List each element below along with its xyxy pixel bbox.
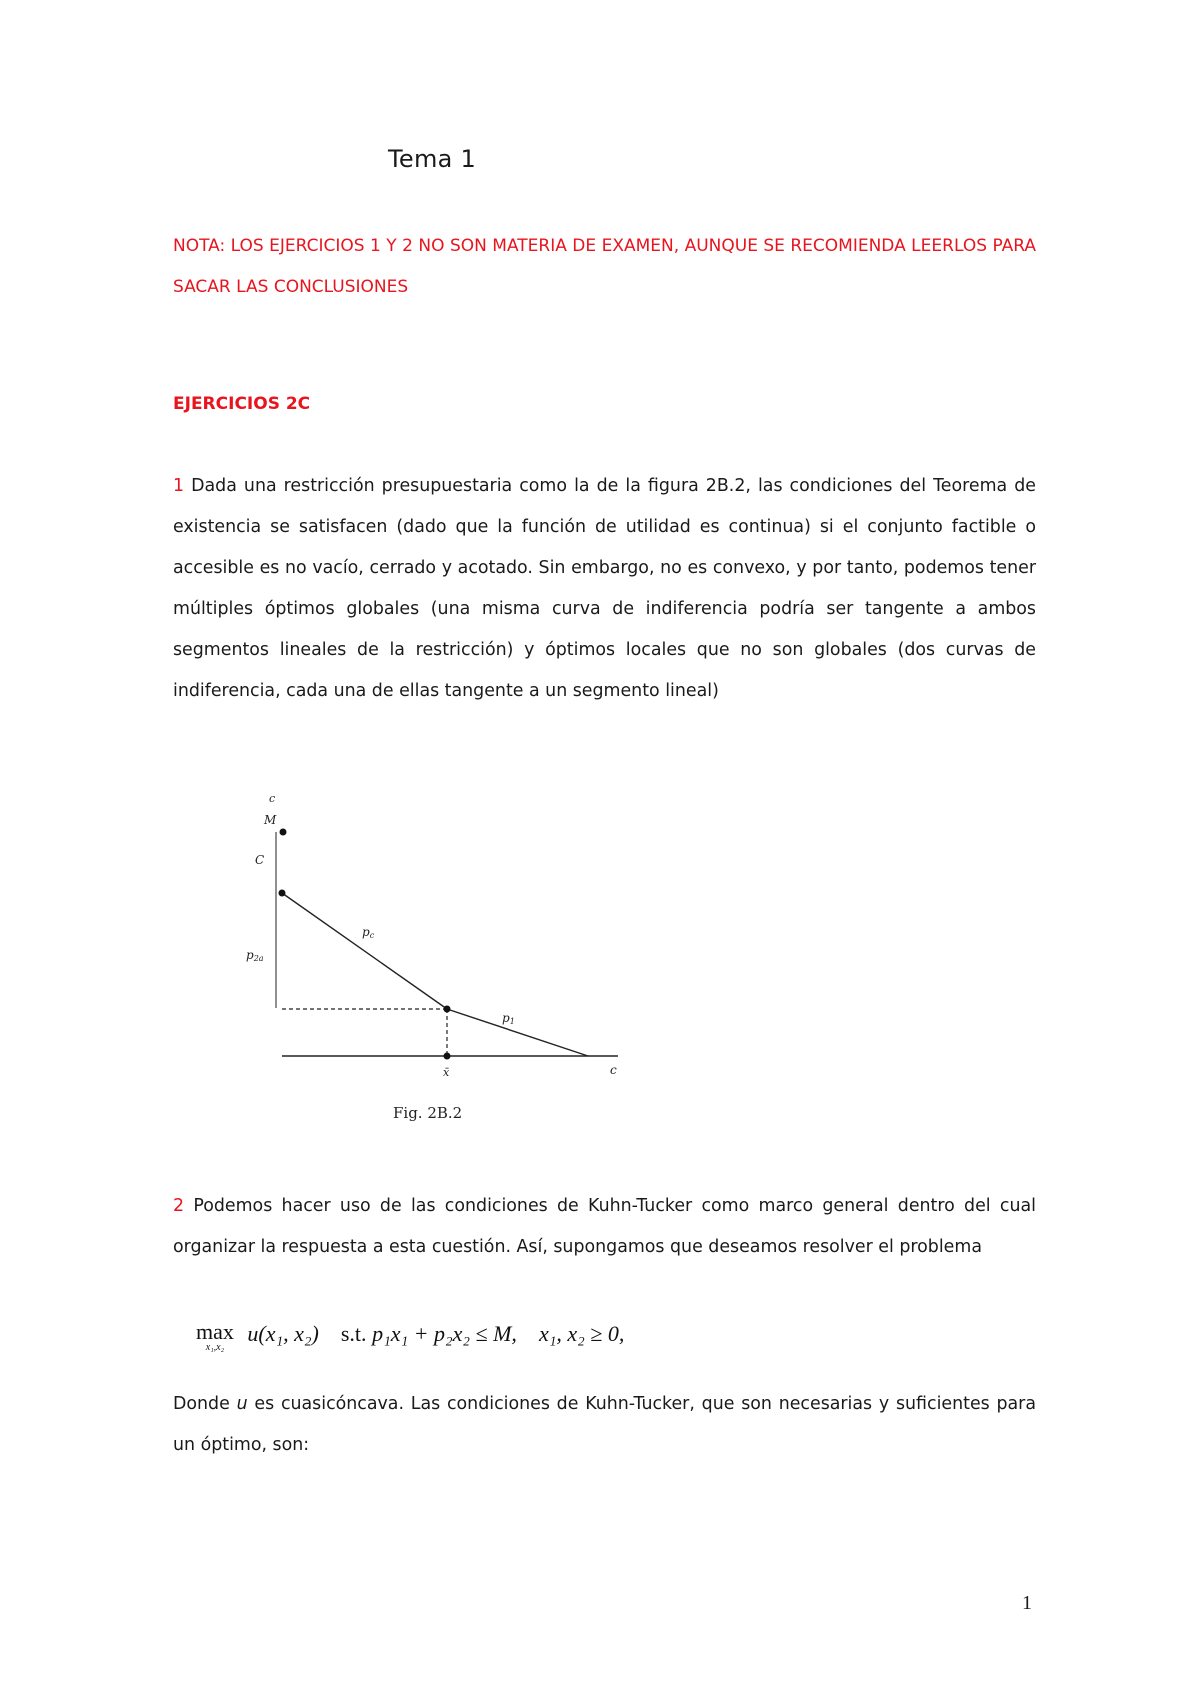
point-kink — [444, 1006, 451, 1013]
exercise-1-number: 1 — [173, 476, 185, 496]
segment-p1 — [447, 1009, 588, 1056]
section-heading: EJERCICIOS 2C — [173, 394, 311, 414]
figure-caption: Fig. 2B.2 — [393, 1104, 463, 1122]
label-x-axis: c — [610, 1063, 617, 1077]
label-pc: pc — [362, 925, 375, 940]
label-C: C — [255, 853, 265, 867]
budget-constraint-figure — [236, 784, 636, 1124]
segment-pc — [282, 893, 447, 1009]
optimization-formula — [196, 1319, 625, 1354]
page-title: Tema 1 — [388, 145, 477, 173]
point-x-axis — [444, 1053, 451, 1060]
donde-paragraph: Donde u es cuasicóncava. Las condiciones de Kuhn-Tucker, que son necesarias y suficientes para un óptimo, son: — [173, 1394, 1036, 1455]
exercise-2-paragraph — [173, 1186, 1036, 1268]
exam-note: NOTA: LOS EJERCICIOS 1 Y 2 NO SON MATERIA DE EXAMEN, AUNQUE SE RECOMIENDA LEERLOS PARA SACAR LAS CONCLUSIONES — [173, 236, 1036, 297]
point-start — [279, 890, 286, 897]
max-operator: max x₁,x₂ — [196, 1319, 234, 1353]
page-number: 1 — [1022, 1592, 1032, 1614]
subject-to: s.t. — [340, 1321, 367, 1346]
budget-constraint: p₁x₁ + p₂x₂ ≤ M, — [372, 1321, 517, 1346]
utility-variable: u — [236, 1394, 248, 1414]
exercise-1-text: Dada una restricción presupuestaria como la de la figura 2B.2, las condiciones del Teorema de existencia se satisfacen (dado que la función de utilidad es continua) si el conjunto factible o accesible es no vacío, cerrado y acotado. Sin embargo, no es convexo, y por tanto, podemos tener múltiples óptimos globales (una misma curva de indiferencia podría ser tangente a ambos segmentos lineales de la restricción) y óptimos locales que no son globales (dos curvas de indiferencia, cada una de ellas tangente a un segmento lineal) — [173, 476, 1036, 701]
exercise-2-number: 2 — [173, 1196, 185, 1216]
budget-constraint-diagram — [236, 784, 636, 1124]
objective-function: u(x₁, x₂) — [247, 1321, 319, 1346]
label-M: M — [264, 813, 277, 827]
exercise-1-paragraph — [173, 466, 1036, 712]
label-p1: p1 — [502, 1011, 515, 1026]
nonnegativity: x₁, x₂ ≥ 0, — [538, 1321, 625, 1346]
label-y-axis: c — [269, 792, 276, 805]
label-p2a: p2a — [246, 948, 264, 963]
point-M — [280, 829, 287, 836]
label-x-kink: x̄ — [443, 1066, 450, 1079]
exercise-2-text: Podemos hacer uso de las condiciones de Kuhn-Tucker como marco general dentro del cual organizar la respuesta a esta cuestión. Así, supongamos que deseamos resolver el problema — [173, 1196, 1036, 1257]
